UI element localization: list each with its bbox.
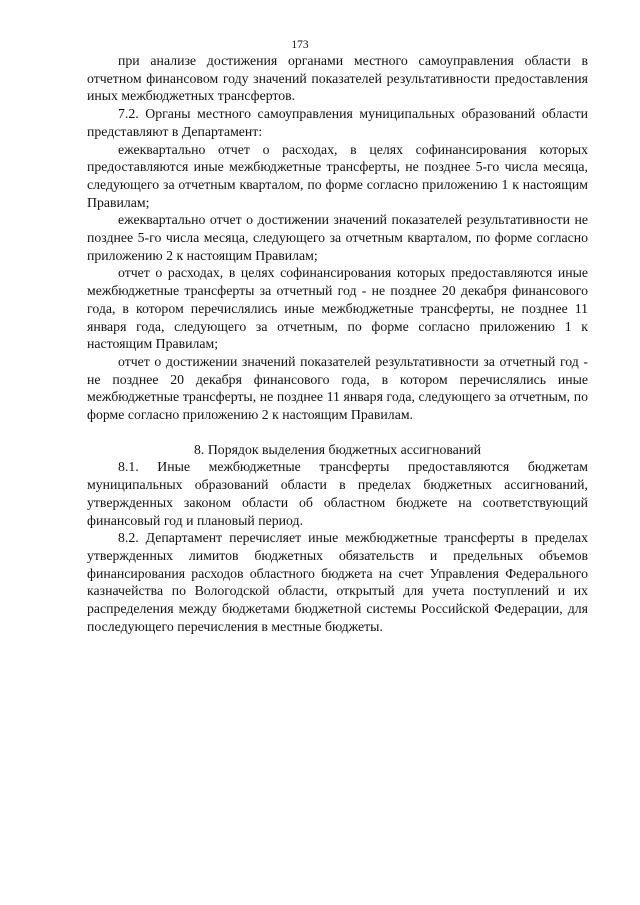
paragraph-quarterly-expense-report: ежеквартально отчет о расходах, в целях софинансирования которых предоставляются иные межбюджетные трансферты, не позднее 5-го числа месяца, следующего за отчетным кварталом, по форме согласно приложению 1 к настоящим Правилам; (87, 141, 588, 210)
section-heading: 8. Порядок выделения бюджетных ассигнований (194, 441, 481, 457)
paragraph-annual-results-report: отчет о достижении значений показателей результативности за отчетный год - не позднее 20 декабря финансового года, в котором перечислялись иные межбюджетные трансферты, не позднее 11 января года, следующего за отчетным, по форме согласно приложению 2 к настоящим Правилам. (87, 353, 588, 423)
paragraph-annual-expense-report: отчет о расходах, в целях софинансирования которых предоставляются иные межбюджетные трансферты за отчетный год - не позднее 20 декабря финансового года, в котором перечислялись иные межбюджетные трансферты, не позднее 11 января года, следующего за отчетным, по форме согласно приложению 1 к настоящим Правилам; (87, 265, 588, 352)
paragraph-7-2: 7.2. Органы местного самоуправления муниципальных образований области представляют в Департамент: (87, 106, 588, 139)
document-body (87, 52, 588, 636)
paragraph-analysis: при анализе достижения органами местного самоуправления области в отчетном финансовом году значений показателей результативности предоставления иных межбюджетных трансфертов. (87, 53, 588, 104)
paragraph-8-2: 8.2. Департамент перечисляет иные межбюджетные трансферты в пределах утвержденных лимитов бюджетных обязательств и предельных объемов финансирования расходов областного бюджета на счет Управления Федерального казначейства по Вологодской области, открытый для учета поступлений и их распределения между бюджетами бюджетной системы Российской Федерации, для последующего перечисления в местные бюджеты. (87, 530, 588, 634)
paragraph-8-1: 8.1. Иные межбюджетные трансферты предоставляются бюджетам муниципальных образований области в пределах бюджетных ассигнований, утвержденных законом области об областном бюджете на соответствующий финансовый год и плановый период. (87, 459, 588, 528)
paragraph-quarterly-results-report: ежеквартально отчет о достижении значений показателей результативности не позднее 5-го числа месяца, следующего за отчетным кварталом, по форме согласно приложению 2 к настоящим Правилам; (87, 212, 588, 263)
page-number: 173 (291, 39, 309, 51)
